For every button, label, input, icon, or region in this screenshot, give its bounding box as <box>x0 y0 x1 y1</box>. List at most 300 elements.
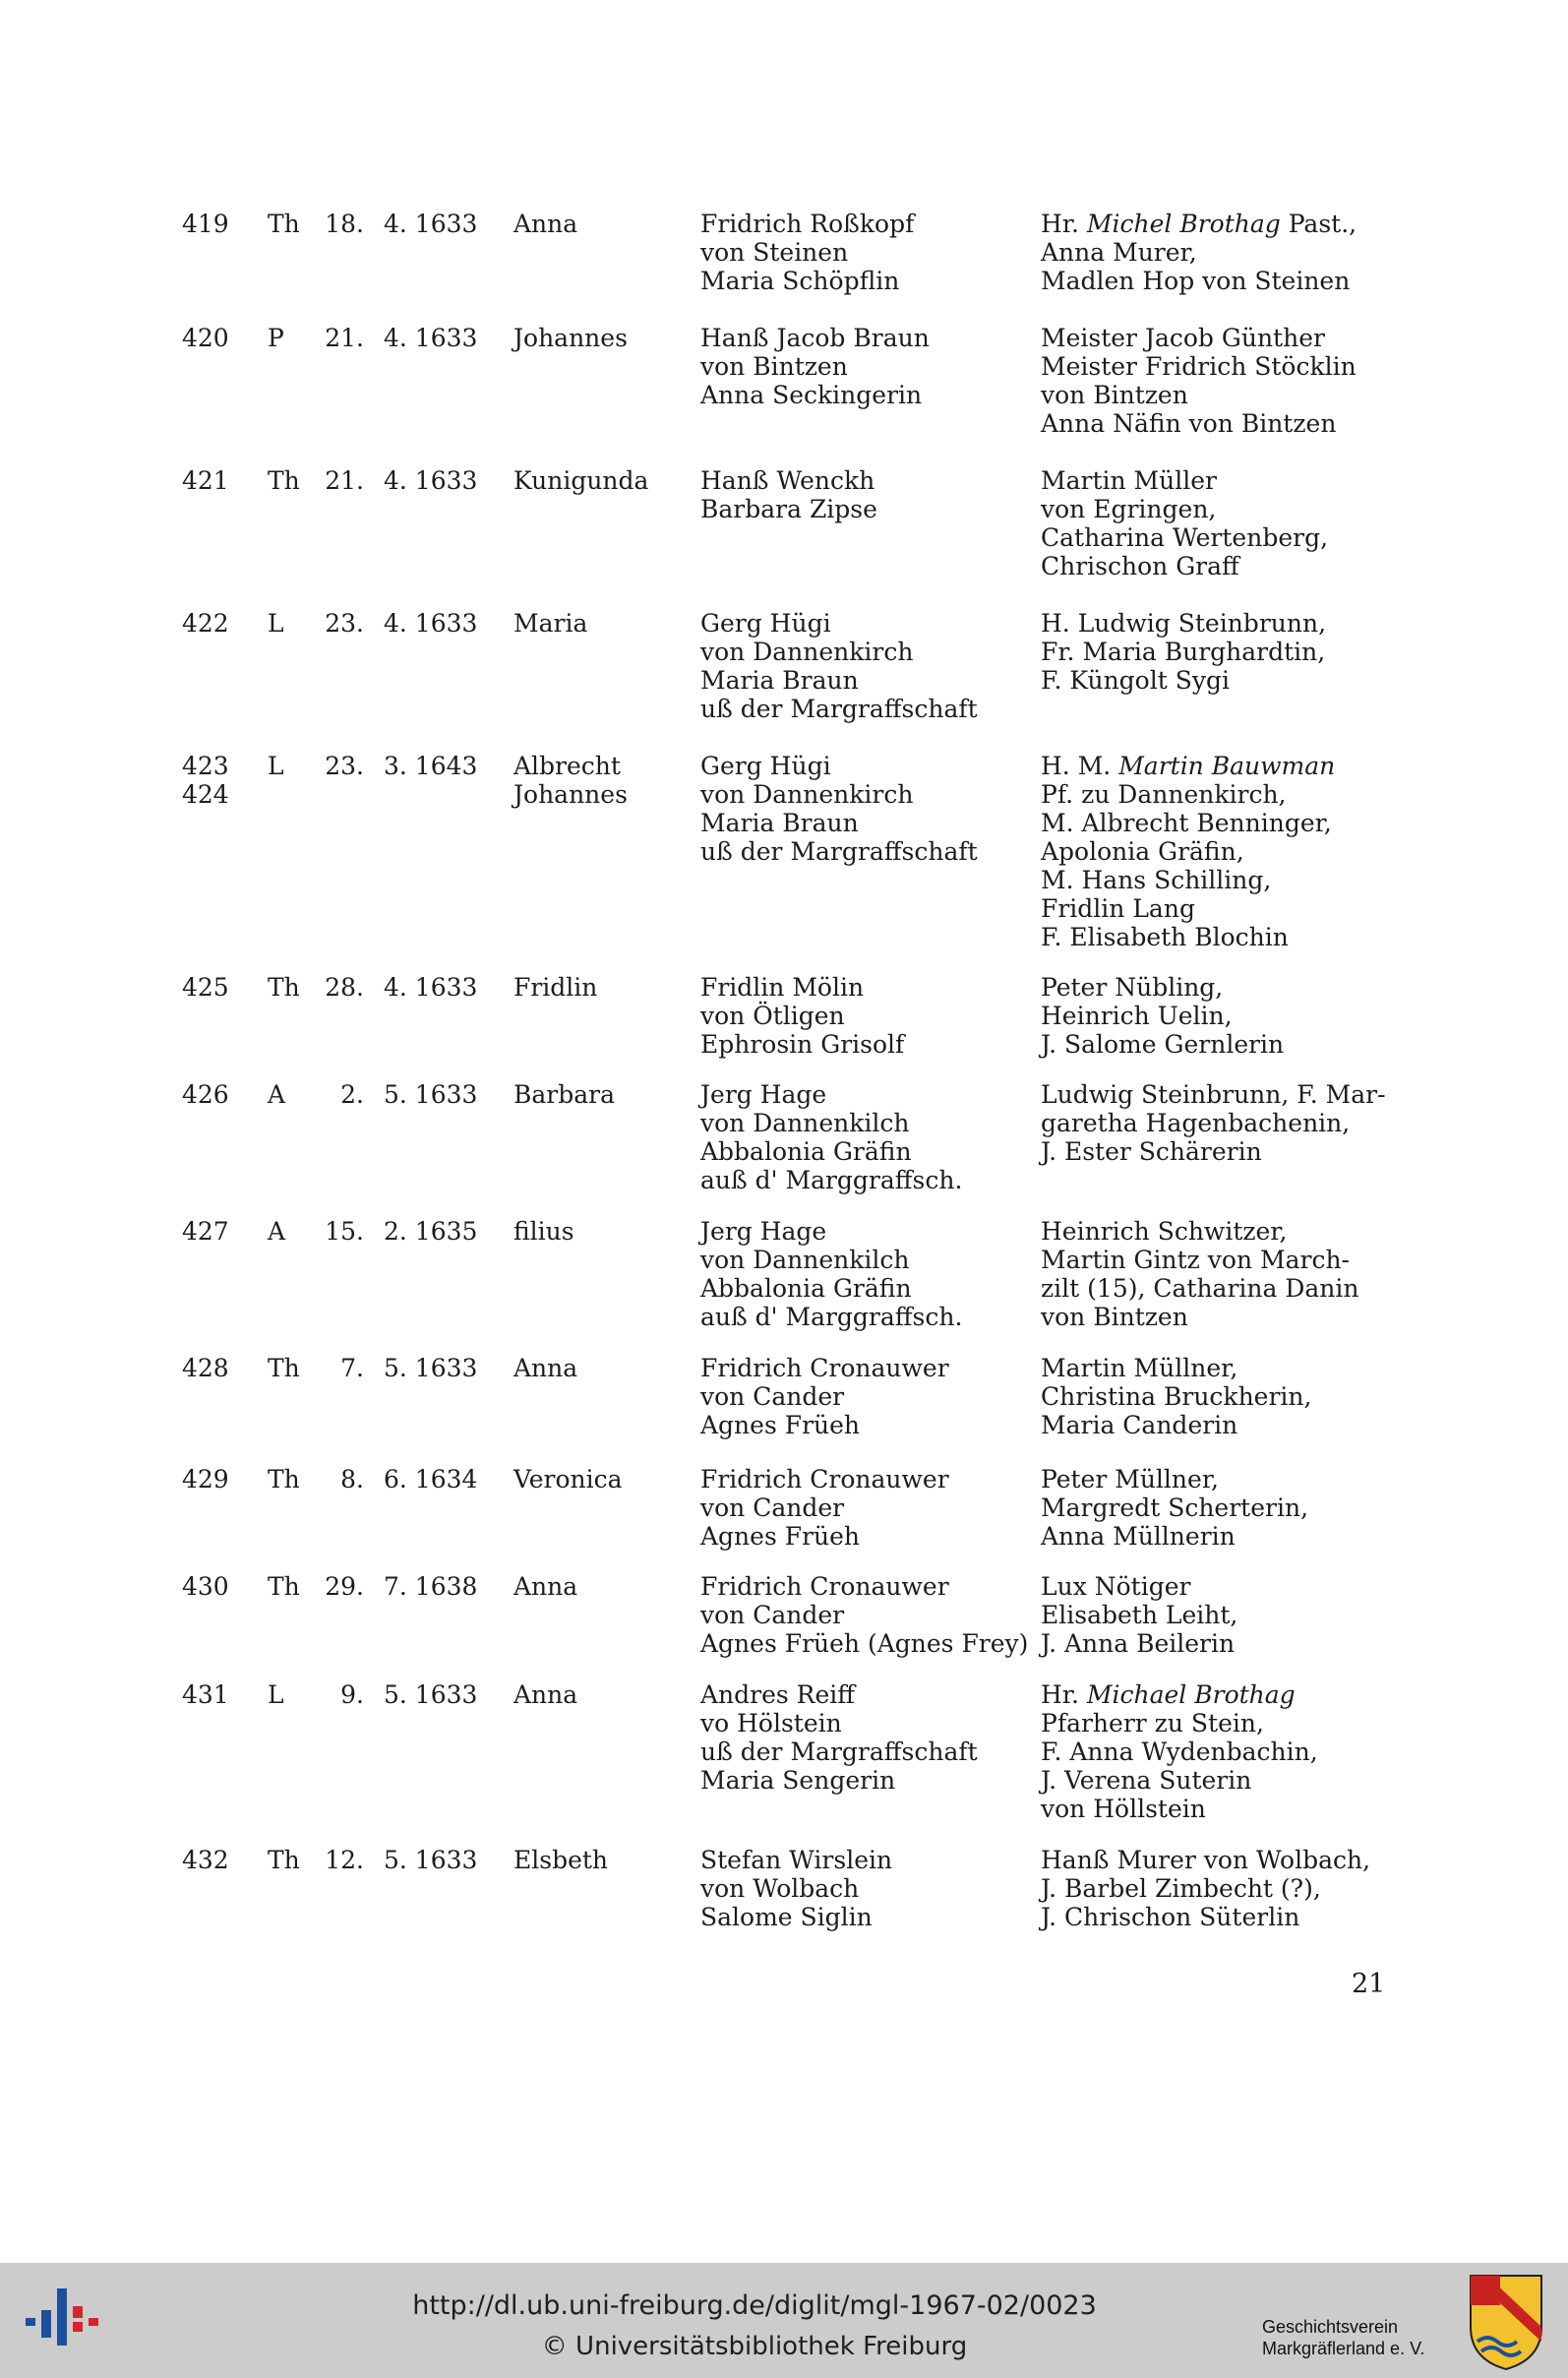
entry-number-line: 427 <box>182 1217 229 1246</box>
baptism-date <box>384 466 482 495</box>
godparents-line <box>1041 1030 1395 1059</box>
child-name-line: Albrecht <box>513 752 621 780</box>
entry-number-line: 425 <box>182 973 229 1002</box>
parents-line: von Wolbach <box>700 1874 860 1903</box>
pastor-code <box>268 1680 307 1709</box>
page-number: 21 <box>1352 1969 1386 1999</box>
pastor-code <box>268 1465 307 1494</box>
godparents-line <box>1041 1903 1395 1931</box>
text-fragment: Martin Gintz von March- <box>1041 1246 1351 1274</box>
parents <box>700 210 1025 295</box>
entry-number <box>182 1465 241 1494</box>
pastor-code <box>268 210 307 238</box>
baptism-date <box>384 1680 482 1709</box>
child-name <box>513 1354 691 1382</box>
baptism-day <box>313 1217 364 1246</box>
entry-number <box>182 1080 241 1109</box>
parents-line: Gerg Hügi <box>700 609 831 638</box>
parents-line: Fridrich Roßkopf <box>700 210 915 238</box>
godparents-line <box>1041 210 1395 238</box>
text-fragment: Heinrich Schwitzer, <box>1041 1217 1288 1246</box>
baptism-day-line: 8. <box>340 1465 364 1494</box>
godparents-line <box>1041 495 1395 523</box>
text-fragment: Fr. Maria Burghardtin, <box>1041 638 1326 666</box>
baptism-date-line: 4. 1633 <box>384 324 478 352</box>
text-fragment: Elisabeth Leiht, <box>1041 1601 1238 1629</box>
baptism-day <box>313 973 364 1002</box>
child-name <box>513 324 691 352</box>
text-fragment: J. Salome Gernlerin <box>1041 1030 1285 1059</box>
godparents <box>1041 1354 1395 1439</box>
parents <box>700 1846 1025 1931</box>
pastor-code-line: Th <box>268 210 300 238</box>
baptism-day <box>313 210 364 238</box>
baptism-day <box>313 324 364 352</box>
parents <box>700 973 1025 1059</box>
godparents-line <box>1041 523 1395 552</box>
pastor-code-line: Th <box>268 1846 300 1874</box>
child-name-line: Anna <box>513 1680 578 1709</box>
text-fragment: von Höllstein <box>1041 1795 1206 1823</box>
parents-line: von Steinen <box>700 238 849 267</box>
pastor-code-line: Th <box>268 1572 300 1601</box>
godparents <box>1041 752 1395 951</box>
text-fragment: Meister Fridrich Stöcklin <box>1041 352 1357 381</box>
pastor-code <box>268 609 307 638</box>
pastor-code <box>268 324 307 352</box>
godparents-line <box>1041 1846 1395 1874</box>
entry-number <box>182 1680 241 1709</box>
godparents-line <box>1041 1303 1395 1331</box>
text-fragment: Peter Nübling, <box>1041 973 1224 1002</box>
text-fragment: J. Ester Schärerin <box>1041 1137 1262 1166</box>
text-fragment: F. Küngolt Sygi <box>1041 666 1230 695</box>
baptism-date-line: 4. 1633 <box>384 973 478 1002</box>
godparents-line <box>1041 1874 1395 1903</box>
text-fragment: F. Elisabeth Blochin <box>1041 923 1289 951</box>
society-line-1: Geschichtsverein <box>1262 2317 1399 2337</box>
parents-line: von Dannenkirch <box>700 780 914 809</box>
child-name <box>513 1572 691 1601</box>
text-fragment: Hanß Murer von Wolbach, <box>1041 1846 1371 1874</box>
parents-line: Gerg Hügi <box>700 752 831 780</box>
godparents-line <box>1041 609 1395 638</box>
pastor-code-line: Th <box>268 1465 300 1494</box>
child-name <box>513 609 691 638</box>
godparents-line <box>1041 1137 1395 1166</box>
parents-line: von Dannenkirch <box>700 638 914 666</box>
baptism-date <box>384 752 482 780</box>
godparents-line <box>1041 837 1395 866</box>
godparents-line <box>1041 973 1395 1002</box>
baptism-date <box>384 1846 482 1874</box>
godparents-line <box>1041 638 1395 666</box>
text-fragment: zilt (15), Catharina Danin <box>1041 1274 1359 1303</box>
child-name-line: Elsbeth <box>513 1846 609 1874</box>
baptism-date-line: 2. 1635 <box>384 1217 478 1246</box>
baptism-date <box>384 609 482 638</box>
parents-line: Maria Braun <box>700 666 859 695</box>
copyright-text: © Universitätsbibliothek Freiburg <box>541 2332 968 2361</box>
text-fragment: Hr. <box>1041 210 1087 238</box>
pastor-code-line: P <box>268 324 284 352</box>
pastor-code-line: Th <box>268 1354 300 1382</box>
parents-line: Maria Sengerin <box>700 1766 896 1795</box>
text-fragment: M. Hans Schilling, <box>1041 866 1272 894</box>
text-fragment: J. Verena Suterin <box>1041 1766 1252 1795</box>
godparents <box>1041 466 1395 580</box>
entry-number-line: 424 <box>182 780 229 809</box>
baptism-day-line: 2. <box>340 1080 364 1109</box>
text-fragment: Heinrich Uelin, <box>1041 1002 1233 1030</box>
godparents-line <box>1041 409 1395 438</box>
godparents-line <box>1041 894 1395 923</box>
child-name-line: Veronica <box>513 1465 623 1494</box>
baptism-day <box>313 1572 364 1601</box>
godparents <box>1041 324 1395 438</box>
parents <box>700 1465 1025 1551</box>
godparents-line <box>1041 1766 1395 1795</box>
parents <box>700 752 1025 866</box>
parents-line: Agnes Früeh (Agnes Frey) <box>700 1629 1029 1658</box>
entry-number-line: 426 <box>182 1080 229 1109</box>
parents-line: Fridrich Cronauwer <box>700 1572 949 1601</box>
baptism-date <box>384 210 482 238</box>
godparents-line <box>1041 1246 1395 1274</box>
baptism-day-line: 9. <box>340 1680 364 1709</box>
parents-line: Jerg Hage <box>700 1217 827 1246</box>
godparents-line <box>1041 1109 1395 1137</box>
text-fragment: Anna Murer, <box>1041 238 1197 267</box>
parents-line: von Ötligen <box>700 1002 845 1030</box>
baptism-day-line: 7. <box>340 1354 364 1382</box>
entry-number <box>182 1846 241 1874</box>
baptism-date-line: 3. 1643 <box>384 752 478 780</box>
text-fragment: Lux Nötiger <box>1041 1572 1191 1601</box>
text-fragment: M. Albrecht Benninger, <box>1041 809 1332 837</box>
parents <box>700 1217 1025 1331</box>
entry-number-line: 420 <box>182 324 229 352</box>
parents-line: Abbalonia Gräfin <box>700 1274 912 1303</box>
text-fragment: Ludwig Steinbrunn, F. Mar- <box>1041 1080 1386 1109</box>
pastor-code <box>268 1572 307 1601</box>
godparents-line <box>1041 780 1395 809</box>
parents-line: Hanß Wenckh <box>700 466 875 495</box>
baptism-date-line: 5. 1633 <box>384 1354 478 1382</box>
godparents-line <box>1041 923 1395 951</box>
baptism-day-line: 23. <box>325 609 364 638</box>
child-name <box>513 973 691 1002</box>
parents-line: Agnes Früeh <box>700 1522 861 1551</box>
child-name <box>513 1217 691 1246</box>
godparents-line <box>1041 1795 1395 1823</box>
parents-line: Fridrich Cronauwer <box>700 1354 949 1382</box>
baptism-day <box>313 1680 364 1709</box>
text-fragment: H. M. <box>1041 752 1119 780</box>
child-name-line: Anna <box>513 210 578 238</box>
godparents-line <box>1041 1629 1395 1658</box>
text-fragment: Past., <box>1280 210 1357 238</box>
pastor-code <box>268 973 307 1002</box>
godparents-line <box>1041 1217 1395 1246</box>
entry-number-line: 430 <box>182 1572 229 1601</box>
godparents-line <box>1041 1354 1395 1382</box>
parents-line: Stefan Wirslein <box>700 1846 893 1874</box>
godparents-line <box>1041 752 1395 780</box>
pastor-code <box>268 1354 307 1382</box>
child-name <box>513 1465 691 1494</box>
text-fragment: Fridlin Lang <box>1041 894 1195 923</box>
godparents-line <box>1041 238 1395 267</box>
child-name-line: Maria <box>513 609 588 638</box>
godparents <box>1041 1572 1395 1658</box>
text-fragment: Christina Bruckherin, <box>1041 1382 1312 1411</box>
parents-line: von Cander <box>700 1382 845 1411</box>
parents-line: Hanß Jacob Braun <box>700 324 930 352</box>
godparents <box>1041 1465 1395 1551</box>
parents <box>700 1680 1025 1795</box>
baptism-day <box>313 609 364 638</box>
parents-line: Salome Siglin <box>700 1903 873 1931</box>
godparents-line <box>1041 1274 1395 1303</box>
entry-number-line: 423 <box>182 752 229 780</box>
parents-line: Maria Braun <box>700 809 859 837</box>
entry-number-line: 428 <box>182 1354 229 1382</box>
parents-line: auß d' Marggraffsch. <box>700 1303 963 1331</box>
text-fragment: Martin Müllner, <box>1041 1354 1238 1382</box>
text-fragment: garetha Hagenbachenin, <box>1041 1109 1351 1137</box>
pastor-code <box>268 1217 307 1246</box>
baptism-day <box>313 466 364 495</box>
child-name-line: Barbara <box>513 1080 615 1109</box>
text-fragment: Meister Jacob Günther <box>1041 324 1325 352</box>
baptism-date-line: 4. 1633 <box>384 210 478 238</box>
text-fragment: Margredt Scherterin, <box>1041 1494 1309 1522</box>
text-fragment: J. Chrischon Süterlin <box>1041 1903 1300 1931</box>
godparents-line <box>1041 866 1395 894</box>
parents-line: Abbalonia Gräfin <box>700 1137 912 1166</box>
child-name <box>513 1680 691 1709</box>
pastor-code-line: A <box>268 1080 286 1109</box>
parents <box>700 1354 1025 1439</box>
text-fragment: Madlen Hop von Steinen <box>1041 267 1351 295</box>
parents-line: auß d' Marggraffsch. <box>700 1166 963 1194</box>
baptism-day-line: 18. <box>325 210 364 238</box>
entry-number-line: 431 <box>182 1680 229 1709</box>
godparents <box>1041 1080 1395 1166</box>
pastor-code <box>268 1846 307 1874</box>
parents-line: Andres Reiff <box>700 1680 856 1709</box>
parents-line: von Dannenkilch <box>700 1246 910 1274</box>
parents-line: Anna Seckingerin <box>700 381 923 409</box>
pastor-code <box>268 466 307 495</box>
entry-number-line: 429 <box>182 1465 229 1494</box>
entry-number-line: 421 <box>182 466 229 495</box>
godparents-line <box>1041 666 1395 695</box>
godparents-line <box>1041 267 1395 295</box>
godparents-line <box>1041 466 1395 495</box>
parents-line: uß der Margraffschaft <box>700 837 978 866</box>
pastor-code-line: L <box>268 752 284 780</box>
godparents-line <box>1041 324 1395 352</box>
entry-number-line: 419 <box>182 210 229 238</box>
entry-number <box>182 1572 241 1601</box>
text-fragment: H. Ludwig Steinbrunn, <box>1041 609 1327 638</box>
pastor-code-line: Th <box>268 973 300 1002</box>
baptism-day-line: 12. <box>325 1846 364 1874</box>
godparents-line <box>1041 1465 1395 1494</box>
parents-line: Agnes Früeh <box>700 1411 861 1439</box>
text-fragment: von Bintzen <box>1041 381 1188 409</box>
entry-number <box>182 324 241 352</box>
baptism-date-line: 5. 1633 <box>384 1846 478 1874</box>
child-name <box>513 210 691 238</box>
baptism-date <box>384 1217 482 1246</box>
godparents-line <box>1041 1680 1395 1709</box>
child-name <box>513 752 691 809</box>
godparents-line <box>1041 352 1395 381</box>
godparents-line <box>1041 1382 1395 1411</box>
text-fragment: Catharina Wertenberg, <box>1041 523 1329 552</box>
parents-line: Fridrich Cronauwer <box>700 1465 949 1494</box>
parents-line: Ephrosin Grisolf <box>700 1030 905 1059</box>
text-fragment: von Egringen, <box>1041 495 1217 523</box>
baptism-day-line: 29. <box>325 1572 364 1601</box>
parents-line: Barbara Zipse <box>700 495 877 523</box>
godparents-line <box>1041 1080 1395 1109</box>
entry-number <box>182 752 241 809</box>
pastor-code <box>268 1080 307 1109</box>
godparents-line <box>1041 1522 1395 1551</box>
parents-line: Maria Schöpflin <box>700 267 900 295</box>
parents-line: von Bintzen <box>700 352 848 381</box>
text-fragment: Pf. zu Dannenkirch, <box>1041 780 1287 809</box>
parents-line: Fridlin Mölin <box>700 973 865 1002</box>
godparents <box>1041 609 1395 695</box>
pastor-code-line: L <box>268 1680 284 1709</box>
text-fragment: Anna Näfin von Bintzen <box>1041 409 1337 438</box>
italic-name: Michel Brothag <box>1086 210 1281 238</box>
entry-number-line: 422 <box>182 609 229 638</box>
godparents-line <box>1041 1494 1395 1522</box>
child-name-line: Anna <box>513 1572 578 1601</box>
document-url-link[interactable]: http://dl.ub.uni-freiburg.de/diglit/mgl-1967-02/0023 <box>412 2290 1097 2321</box>
parents <box>700 324 1025 409</box>
parents-line: von Dannenkilch <box>700 1109 910 1137</box>
text-fragment: Chrischon Graff <box>1041 552 1239 580</box>
baptism-date-line: 6. 1634 <box>384 1465 478 1494</box>
text-fragment: Peter Müllner, <box>1041 1465 1219 1494</box>
pastor-code-line: Th <box>268 466 300 495</box>
text-fragment: Maria Canderin <box>1041 1411 1238 1439</box>
society-name <box>1262 2316 1424 2359</box>
entry-number <box>182 210 241 238</box>
child-name <box>513 1080 691 1109</box>
baptism-day <box>313 752 364 780</box>
godparents-line <box>1041 1601 1395 1629</box>
parents <box>700 609 1025 723</box>
godparents-line <box>1041 381 1395 409</box>
italic-name: Michael Brothag <box>1086 1680 1296 1709</box>
child-name-line: Johannes <box>513 324 628 352</box>
godparents-line <box>1041 809 1395 837</box>
godparents-line <box>1041 1411 1395 1439</box>
parents-line: von Cander <box>700 1601 845 1629</box>
baptism-day <box>313 1465 364 1494</box>
parents <box>700 1080 1025 1194</box>
child-name-line: Fridlin <box>513 973 598 1002</box>
child-name-line: Anna <box>513 1354 578 1382</box>
entry-number <box>182 609 241 638</box>
parents-line: vo Hölstein <box>700 1709 842 1738</box>
baptism-date <box>384 1572 482 1601</box>
child-name <box>513 1846 691 1874</box>
godparents-line <box>1041 1002 1395 1030</box>
parents-line: Jerg Hage <box>700 1080 827 1109</box>
text-fragment: Martin Müller <box>1041 466 1217 495</box>
entry-number <box>182 973 241 1002</box>
child-name-line: filius <box>513 1217 574 1246</box>
godparents-line <box>1041 1738 1395 1766</box>
baptism-date-line: 5. 1633 <box>384 1680 478 1709</box>
baptism-date <box>384 324 482 352</box>
parents-line: uß der Margraffschaft <box>700 695 978 723</box>
text-fragment: Pfarherr zu Stein, <box>1041 1709 1264 1738</box>
pastor-code-line: L <box>268 609 284 638</box>
baptism-date-line: 4. 1633 <box>384 609 478 638</box>
baptism-date <box>384 1465 482 1494</box>
child-name-line: Johannes <box>513 780 628 809</box>
parents-line: von Cander <box>700 1494 845 1522</box>
baptism-day <box>313 1846 364 1874</box>
baptism-date <box>384 1080 482 1109</box>
text-fragment: J. Barbel Zimbecht (?), <box>1041 1874 1321 1903</box>
godparents <box>1041 1217 1395 1331</box>
baptism-day <box>313 1354 364 1382</box>
society-line-2: Markgräflerland e. V. <box>1262 2339 1425 2358</box>
parents <box>700 1572 1029 1658</box>
parents <box>700 466 1025 523</box>
godparents-line <box>1041 1709 1395 1738</box>
baptism-day <box>313 1080 364 1109</box>
baptism-day-line: 15. <box>325 1217 364 1246</box>
text-fragment: Hr. <box>1041 1680 1087 1709</box>
godparents-line <box>1041 552 1395 580</box>
entry-number <box>182 1354 241 1382</box>
baptism-date <box>384 1354 482 1382</box>
italic-name: Martin Bauwman <box>1118 752 1336 780</box>
entry-number <box>182 466 241 495</box>
godparents-line <box>1041 1572 1395 1601</box>
baptism-day-line: 28. <box>325 973 364 1002</box>
baptism-day-line: 21. <box>325 466 364 495</box>
child-name-line: Kunigunda <box>513 466 649 495</box>
text-fragment: Apolonia Gräfin, <box>1041 837 1244 866</box>
child-name <box>513 466 691 495</box>
viewer-footer <box>0 2263 1568 2378</box>
baptism-day-line: 23. <box>325 752 364 780</box>
entry-number <box>182 1217 241 1246</box>
text-fragment: F. Anna Wydenbachin, <box>1041 1738 1318 1766</box>
text-fragment: von Bintzen <box>1041 1303 1188 1331</box>
entry-number-line: 432 <box>182 1846 229 1874</box>
pastor-code-line: A <box>268 1217 286 1246</box>
baptism-date-line: 7. 1638 <box>384 1572 478 1601</box>
text-fragment: Anna Müllnerin <box>1041 1522 1236 1551</box>
godparents <box>1041 973 1395 1059</box>
coat-of-arms-icon <box>1468 2273 1544 2371</box>
parents-line: uß der Margraffschaft <box>700 1738 978 1766</box>
